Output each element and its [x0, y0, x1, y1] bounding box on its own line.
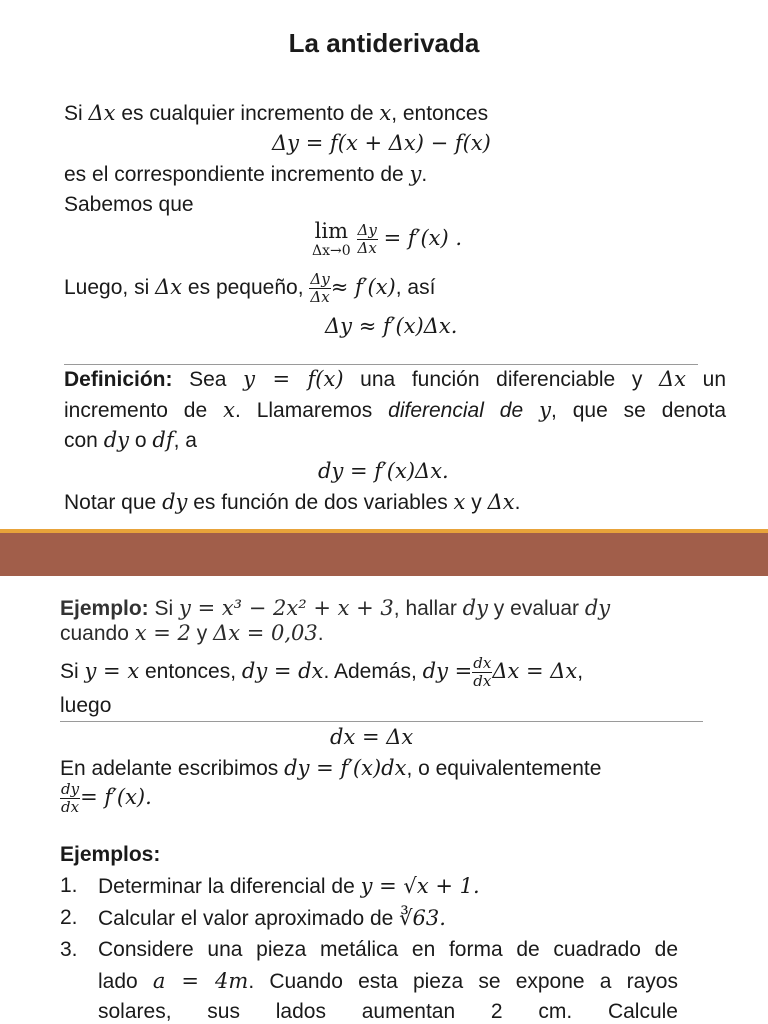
text: .: [421, 163, 428, 186]
equation-delta-y: Δy = f(x + Δx) − f(x): [272, 131, 491, 155]
text: es el correspondiente incremento de: [64, 163, 410, 186]
divider: [64, 364, 698, 365]
slide-bottom: [0, 576, 768, 1024]
math: x: [379, 101, 392, 125]
limit-operator: lim Δx→0: [312, 219, 351, 259]
text: es cualquier incremento de: [115, 102, 380, 125]
fraction: $\frac{\Delta y}{\Delta x}$: [310, 270, 330, 306]
divider: [60, 721, 703, 722]
math: = f′(x) .: [383, 226, 463, 251]
fraction: $\frac{dy}{dx}$: [61, 780, 80, 816]
text: , entonces: [391, 102, 489, 125]
list-item-text: solares, sus lados aumentan 2 cm. Calcule: [98, 1000, 678, 1023]
math: ≈ f′(x): [330, 275, 396, 300]
text-line-3: Sabemos que: [64, 193, 194, 216]
list-item: 3.: [60, 938, 78, 961]
definition-line-3: con dy o df, a: [64, 428, 197, 452]
slide-separator-band: [0, 533, 768, 576]
note-line: Notar que dy es función de dos variables x y Δx.: [64, 490, 521, 514]
text-line-4: [64, 272, 435, 305]
fraction: $\frac{dx}{dx}$: [473, 654, 492, 690]
list-item-text: lado a = 4m. Cuando esta pieza se expone a rayos: [98, 969, 678, 993]
math: Δx: [155, 275, 183, 300]
example-label: Ejemplo:: [60, 597, 149, 620]
example-line-2: cuando x = 2 y Δx = 0,03.: [60, 621, 324, 645]
definition-label: Definición:: [64, 368, 173, 391]
list-item: 2.: [60, 906, 78, 929]
text: Si: [64, 102, 89, 125]
math: Δx: [88, 101, 116, 125]
list-item: 1.: [60, 874, 78, 897]
text: , así: [395, 276, 436, 300]
list-item-text: Determinar la diferencial de y = √x + 1.: [98, 874, 480, 898]
examples-heading: Ejemplos:: [60, 843, 161, 866]
list-item-text: Calcular el valor aproximado de ∛63.: [98, 906, 446, 930]
text: es pequeño,: [182, 276, 310, 300]
equation-approx: Δy ≈ f′(x)Δx.: [325, 314, 458, 338]
example-line-1: Ejemplo: Si y = x³ − 2x² + x + 3, hallar dy y evaluar dy: [60, 596, 611, 620]
notation-line: En adelante escribimos dy = f′(x)dx, o equivalentemente: [60, 756, 602, 780]
luego-text: luego: [60, 694, 112, 717]
identity-line: Si y = x entonces, dy = dx. Además, dy = $\frac{dx}{dx}$ Δx = Δx,: [60, 654, 584, 690]
equation-differential: dy = f′(x)Δx.: [318, 459, 449, 483]
definition-line-1: Definición: Sea y = f(x) una función diferenciable y Δx un: [64, 367, 726, 391]
page-title: La antiderivada: [288, 28, 480, 58]
equation-limit: [312, 221, 462, 258]
equation-dx: dx = Δx: [330, 725, 414, 749]
notation-fraction-line: $\frac{dy}{dx}$ = f′(x).: [61, 780, 152, 816]
math: y: [409, 162, 422, 186]
text: Luego, si: [64, 276, 156, 300]
fraction: $\frac{\Delta y}{\Delta x}$: [357, 221, 377, 257]
list-item-text: Considere una pieza metálica en forma de cuadrado de: [98, 938, 678, 961]
text-line-1: [64, 101, 488, 126]
text-line-2: [64, 162, 427, 187]
definition-line-2: incremento de x. Llamaremos diferencial de y, que se denota: [64, 398, 726, 422]
